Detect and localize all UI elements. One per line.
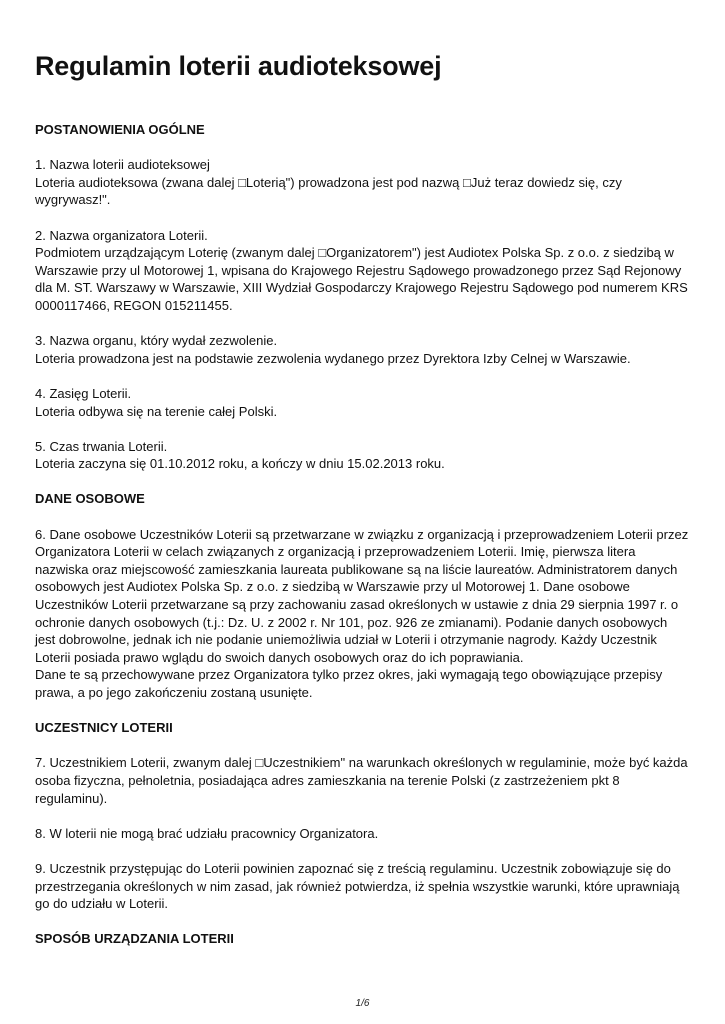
paragraph-4-body: Loteria odbywa się na terenie całej Polski.: [35, 403, 278, 419]
paragraph-6-body: 6. Dane osobowe Uczestników Loterii są przetwarzane w związku z organizacją i przeprowadzeniem Loterii przez Organizatora Loterii w celach związanych z organizacją i przeprowadzeniem Loterii. Imię, pierwsza litera nazwiska oraz miejscowość zamieszkania laureata publikowane są na liście laureatów. Administratorem danych osobowych jest Audiotex Polska Sp. z o.o. z siedzibą w Warszawie przy ul Motorowej 1. Dane osobowe Uczestników Loterii przetwarzane są przy zachowaniu zasad określonych w ustawie z dnia 29 sierpnia 1997 r. o ochronie danych osobowych (t.j.: Dz. U. z 2002 r. Nr 101, poz. 926 ze zmianami). Podanie danych osobowych jest dobrowolne, jednak ich nie podanie uniemożliwia udział w Loterii i otrzymanie nagrody. Każdy Uczestnik Loterii posiada prawo wglądu do swoich danych osobowych oraz do ich poprawiania.: [35, 526, 689, 665]
section-heading-participants: UCZESTNICY LOTERII: [35, 720, 173, 736]
document-title: Regulamin loterii audioteksowej: [35, 51, 442, 81]
section-heading-method: SPOSÓB URZĄDZANIA LOTERII: [35, 931, 234, 947]
paragraph-6-tail: Dane te są przechowywane przez Organizatora tylko przez okres, jaki wymagają tego obowiązujące przepisy prawa, a po jego zakończeniu zostaną usunięte.: [35, 667, 663, 700]
paragraph-7-body: 7. Uczestnikiem Loterii, zwanym dalej □Uczestnikiem" na warunkach określonych w regulaminie, może być każda osoba fizyczna, pełnoletnia, posiadająca adres zamieszkania na terenie Polski (z zastrzeżeniem pkt 8 regulaminu).: [35, 755, 688, 806]
section-heading-general: POSTANOWIENIA OGÓLNE: [35, 122, 205, 137]
document-body: [35, 121, 690, 948]
paragraph-2-body: Podmiotem urządzającym Loterię (zwanym dalej □Organizatorem") jest Audiotex Polska Sp. z o.o. z siedzibą w Warszawie przy ul Motorowej 1, wpisana do Krajowego Rejestru Sądowego prowadzonego przez Sąd Rejonowy dla M. ST. Warszawy w Warszawie, XIII Wydział Gospodarczy Krajowego Rejestru Sądowego pod numerem KRS 0000117466, REGON 015211455.: [35, 245, 688, 313]
paragraph-5-heading: 5. Czas trwania Loterii.: [35, 438, 168, 454]
section-heading-personal-data: DANE OSOBOWE: [35, 491, 145, 507]
paragraph-4-heading: 4. Zasięg Loterii.: [35, 385, 132, 401]
paragraph-3-heading: 3. Nazwa organu, który wydał zezwolenie.: [35, 333, 278, 349]
page-number: 1/6: [355, 998, 370, 1009]
paragraph-1-body: Loteria audioteksowa (zwana dalej □Loterią") prowadzona jest pod nazwą □Już teraz dowiedz się, czy wygrywasz!".: [35, 174, 622, 208]
paragraph-5-body: Loteria zaczyna się 01.10.2012 roku, a kończy w dniu 15.02.2013 roku.: [35, 456, 445, 472]
paragraph-8-body: 8. W loterii nie mogą brać udziału pracownicy Organizatora.: [35, 825, 379, 841]
paragraph-9-body: 9. Uczestnik przystępując do Loterii powinien zapoznać się z treścią regulaminu. Uczestnik zobowiązuje się do przestrzegania określonych w nim zasad, jak również potwierdza, iż spełnia wszystkie warunki, które uprawniają go do udziału w Loterii.: [35, 860, 680, 912]
paragraph-1-heading: 1. Nazwa loterii audioteksowej: [35, 157, 210, 173]
paragraph-2-heading: 2. Nazwa organizatora Loterii.: [35, 227, 208, 243]
paragraph-3-body: Loteria prowadzona jest na podstawie zezwolenia wydanego przez Dyrektora Izby Celnej w Warszawie.: [35, 350, 631, 366]
